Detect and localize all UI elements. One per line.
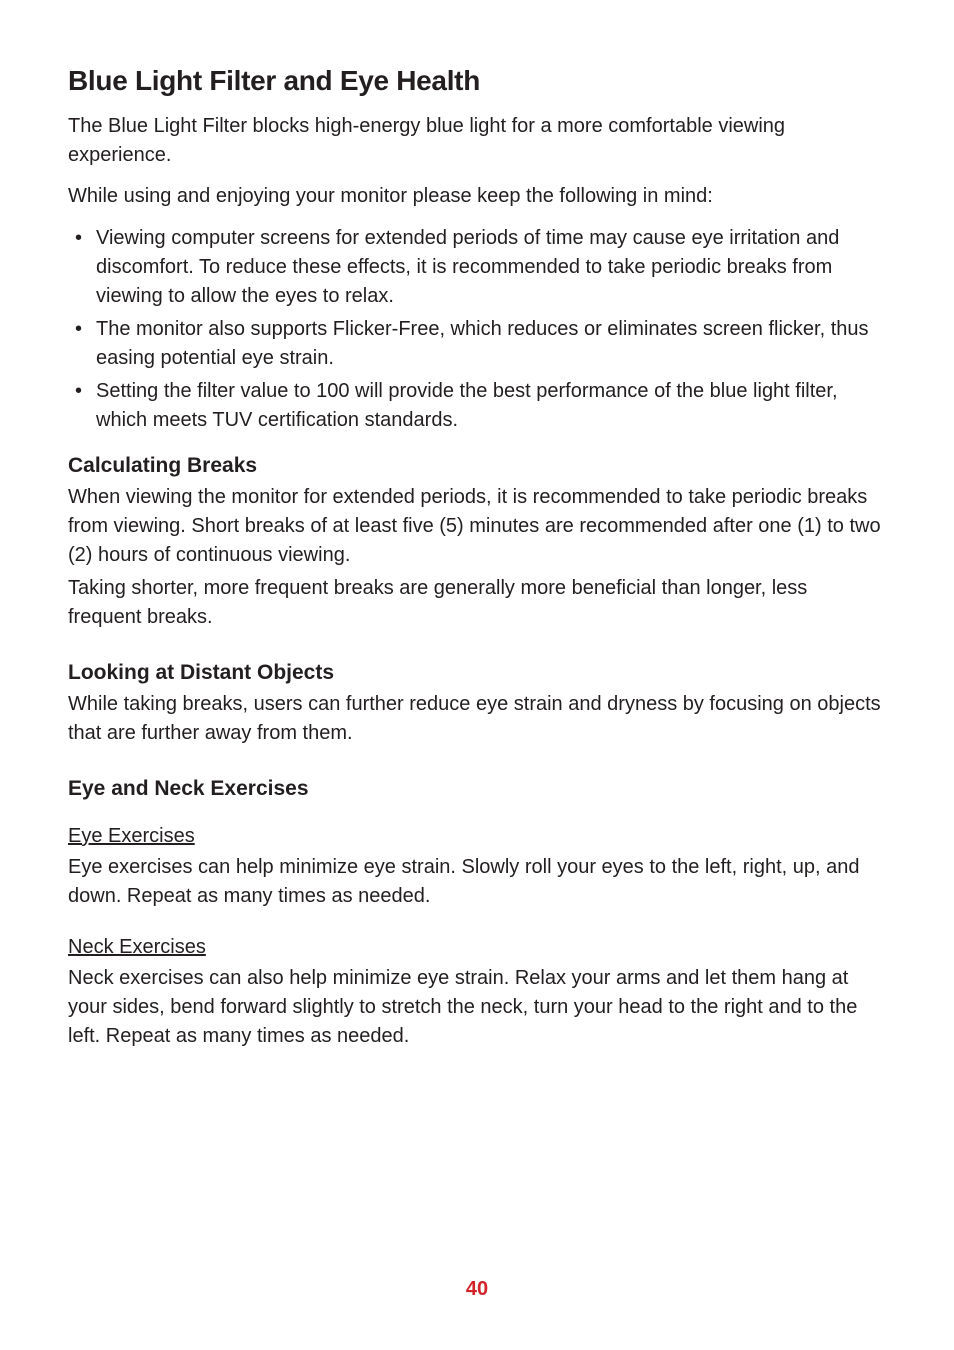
page-title: Blue Light Filter and Eye Health xyxy=(68,65,481,96)
distant-paragraph: While taking breaks, users can further reduce eye strain and dryness by focusing on objects that are further away from them. xyxy=(68,693,881,744)
intro-paragraph: The Blue Light Filter blocks high-energy blue light for a more comfortable viewing experience. xyxy=(68,115,786,166)
breaks-paragraph-1: When viewing the monitor for extended periods, it is recommended to take periodic breaks from viewing. Short breaks of at least five (5) minutes are recommended after one (1) to two (2) hours of continuous viewing. xyxy=(68,486,881,566)
section-heading-distant-objects: Looking at Distant Objects xyxy=(68,661,335,684)
bullet-icon: • xyxy=(75,380,83,402)
bullet-icon: • xyxy=(75,318,83,340)
list-item-text: Viewing computer screens for extended periods of time may cause eye irritation and discomfort. To reduce these effects, it is recommended to take periodic breaks from viewing to allow the eyes to relax. xyxy=(96,227,840,307)
eye-exercises-paragraph: Eye exercises can help minimize eye strain. Slowly roll your eyes to the left, right, up, and down. Repeat as many times as needed. xyxy=(68,856,860,907)
list-item xyxy=(68,224,886,311)
mind-note-paragraph: While using and enjoying your monitor please keep the following in mind: xyxy=(68,185,713,207)
list-item-text: Setting the filter value to 100 will provide the best performance of the blue light filter, which meets TUV certification standards. xyxy=(96,380,838,431)
page-number: 40 xyxy=(465,1278,489,1300)
subheading-eye-exercises: Eye Exercises xyxy=(68,825,195,847)
subheading-neck-exercises: Neck Exercises xyxy=(68,936,206,958)
neck-exercises-paragraph: Neck exercises can also help minimize eye strain. Relax your arms and let them hang at your sides, bend forward slightly to stretch the neck, turn your head to the right and to the left. Repeat as many times as needed. xyxy=(68,967,858,1047)
section-heading-calculating-breaks: Calculating Breaks xyxy=(68,454,258,477)
list-item-text: The monitor also supports Flicker-Free, which reduces or eliminates screen flicker, thus easing potential eye strain. xyxy=(96,318,869,369)
bullet-icon: • xyxy=(75,227,83,249)
list-item xyxy=(68,377,886,435)
tips-list xyxy=(68,224,886,435)
breaks-paragraph-2: Taking shorter, more frequent breaks are generally more beneficial than longer, less frequent breaks. xyxy=(68,577,808,628)
document-page xyxy=(68,60,886,1051)
section-heading-exercises: Eye and Neck Exercises xyxy=(68,777,309,800)
list-item xyxy=(68,315,886,373)
